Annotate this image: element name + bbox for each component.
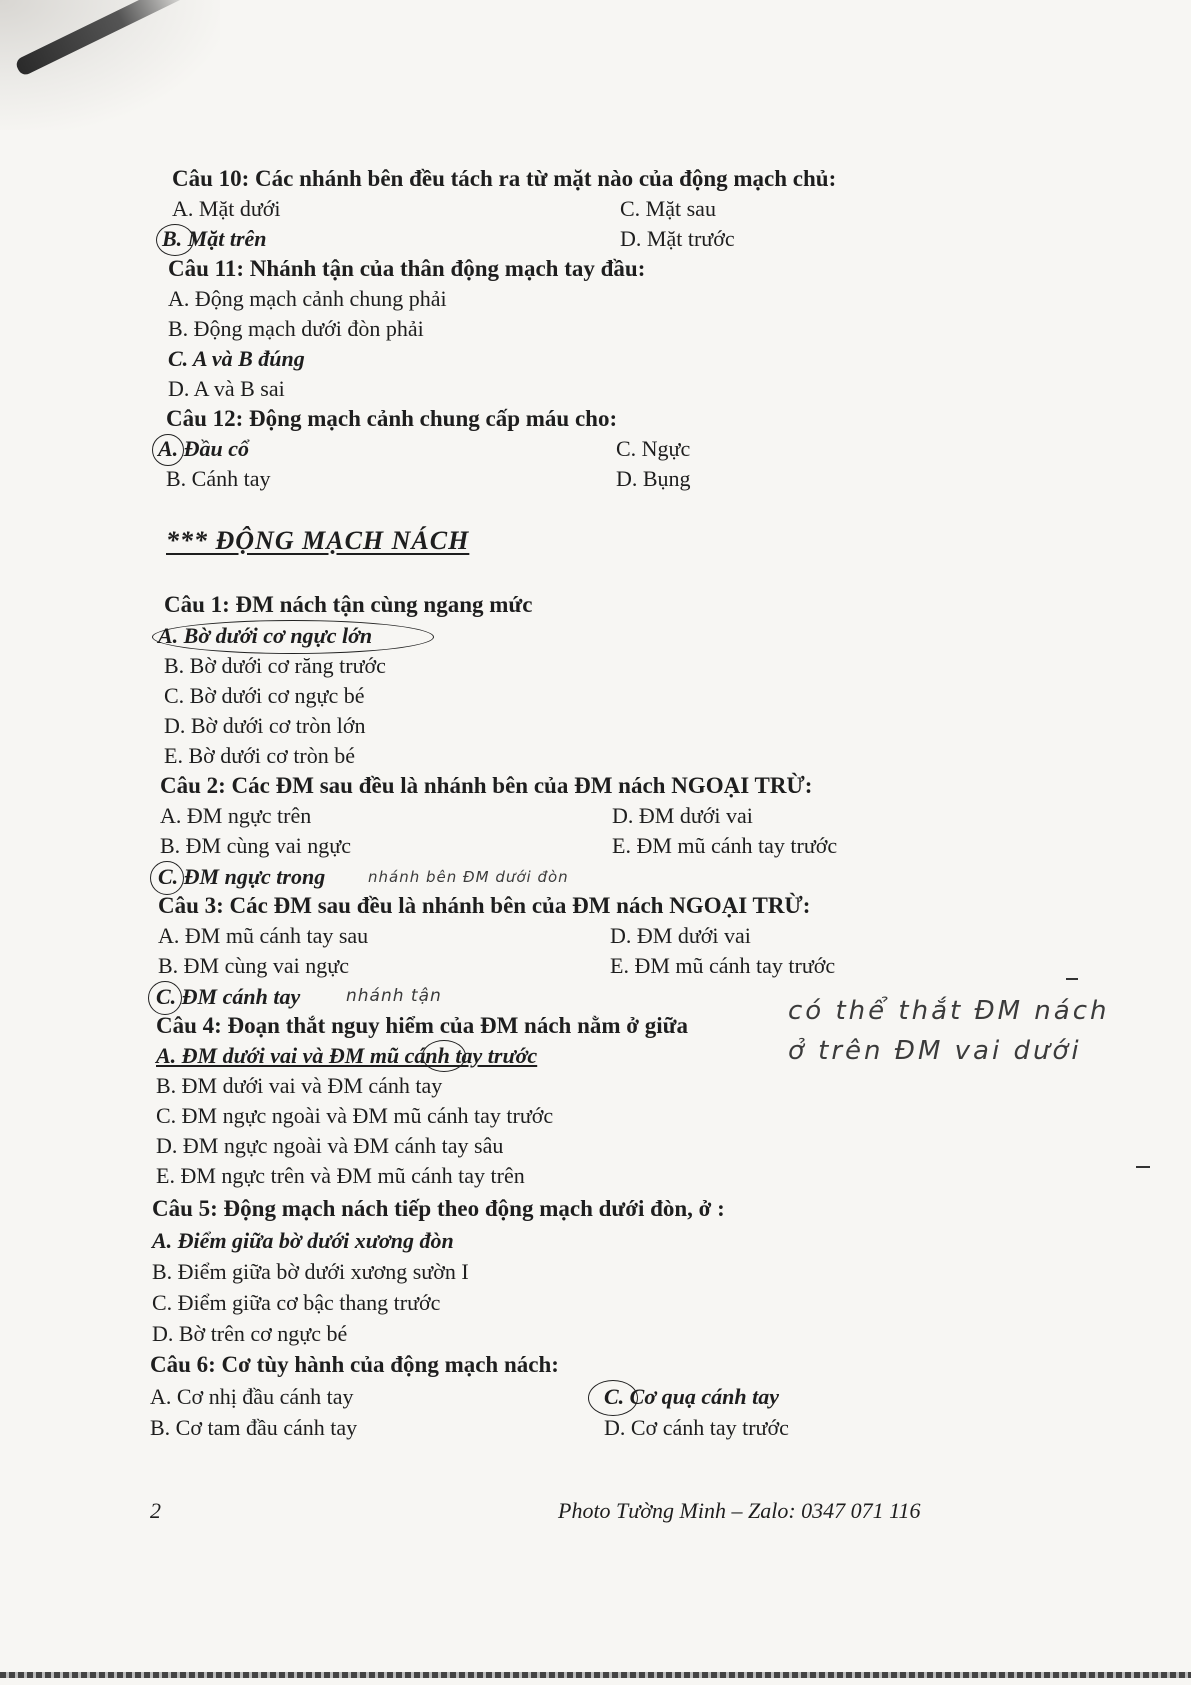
s2-option-c: C. ĐM ngực trong (158, 864, 326, 889)
s4-option-e: E. ĐM ngực trên và ĐM mũ cánh tay trên (156, 1163, 525, 1188)
s1-question-title: Câu 1: ĐM nách tận cùng ngang mức (164, 592, 533, 617)
q11-option-b: B. Động mạch dưới đòn phải (168, 316, 424, 341)
scan-bottom-edge (0, 1672, 1191, 1678)
s2-option-a: A. ĐM ngực trên (160, 803, 312, 828)
s5-option-c: C. Điểm giữa cơ bậc thang trước (152, 1290, 441, 1315)
section-title: *** ĐỘNG MẠCH NÁCH (166, 526, 470, 555)
s2-option-e: E. ĐM mũ cánh tay trước (612, 833, 838, 858)
s6-option-c: C. Cơ quạ cánh tay (604, 1384, 780, 1409)
q10-option-a: A. Mặt dưới (172, 196, 281, 221)
s3-option-e: E. ĐM mũ cánh tay trước (610, 953, 836, 978)
s3-option-a: A. ĐM mũ cánh tay sau (158, 923, 369, 948)
s4-question-title: Câu 4: Đoạn thắt nguy hiểm của ĐM nách nằm ở giữa (156, 1013, 688, 1038)
question-12-title: Câu 12: Động mạch cảnh chung cấp máu cho: (166, 406, 618, 431)
s4-option-d: D. ĐM ngực ngoài và ĐM cánh tay sâu (156, 1133, 504, 1158)
s6-question-title: Câu 6: Cơ tùy hành của động mạch nách: (150, 1352, 559, 1377)
s2-option-b: B. ĐM cùng vai ngực (160, 833, 351, 858)
s5-option-b: B. Điểm giữa bờ dưới xương sườn I (152, 1259, 469, 1284)
s4-option-a: A. ĐM dưới vai và ĐM mũ cánh tay trước (156, 1043, 538, 1068)
page-number: 2 (150, 1498, 161, 1523)
s3-question-title: Câu 3: Các ĐM sau đều là nhánh bên của ĐM nách NGOẠI TRỪ: (158, 893, 811, 918)
q12-option-a: A. Đầu cổ (158, 436, 250, 461)
s6-option-d: D. Cơ cánh tay trước (604, 1415, 789, 1440)
s2-option-d: D. ĐM dưới vai (612, 803, 753, 828)
s1-option-e: E. Bờ dưới cơ tròn bé (164, 743, 356, 768)
q11-option-c: C. A và B đúng (168, 346, 305, 371)
footer-credit: Photo Tường Minh – Zalo: 0347 071 116 (558, 1498, 921, 1523)
handwritten-note: ở trên ĐM vai dưới (788, 1036, 1082, 1066)
s2-question-title: Câu 2: Các ĐM sau đều là nhánh bên của ĐM nách NGOẠI TRỪ: (160, 773, 813, 798)
s5-question-title: Câu 5: Động mạch nách tiếp theo động mạch dưới đòn, ở : (152, 1196, 725, 1221)
stray-mark (1066, 978, 1078, 980)
s6-option-a: A. Cơ nhị đầu cánh tay (150, 1384, 354, 1409)
q10-option-c: C. Mặt sau (620, 196, 716, 221)
q10-option-d: D. Mặt trước (620, 226, 735, 251)
s6-option-b: B. Cơ tam đầu cánh tay (150, 1415, 358, 1440)
handwritten-note: có thể thắt ĐM nách (788, 996, 1110, 1026)
q12-option-b: B. Cánh tay (166, 466, 271, 491)
answer-circle-mark (422, 1040, 466, 1072)
question-11-title: Câu 11: Nhánh tận của thân động mạch tay đầu: (168, 256, 646, 281)
question-10-title: Câu 10: Các nhánh bên đều tách ra từ mặt nào của động mạch chủ: (172, 166, 837, 191)
s4-option-b: B. ĐM dưới vai và ĐM cánh tay (156, 1073, 443, 1098)
handwritten-note: nhánh bên ĐM dưới đòn (368, 868, 569, 886)
s1-option-c: C. Bờ dưới cơ ngực bé (164, 683, 365, 708)
s3-option-d: D. ĐM dưới vai (610, 923, 751, 948)
s1-option-a: A. Bờ dưới cơ ngực lớn (158, 623, 373, 648)
s4-option-c: C. ĐM ngực ngoài và ĐM mũ cánh tay trước (156, 1103, 554, 1128)
s5-option-d: D. Bờ trên cơ ngực bé (152, 1321, 348, 1346)
q12-option-d: D. Bụng (616, 466, 691, 491)
s1-option-b: B. Bờ dưới cơ răng trước (164, 653, 386, 678)
s3-option-b: B. ĐM cùng vai ngực (158, 953, 349, 978)
s5-option-a: A. Điểm giữa bờ dưới xương đòn (152, 1228, 454, 1253)
q11-option-a: A. Động mạch cảnh chung phải (168, 286, 447, 311)
handwritten-note: nhánh tận (346, 986, 442, 1006)
q12-option-c: C. Ngực (616, 436, 691, 461)
s1-option-d: D. Bờ dưới cơ tròn lớn (164, 713, 366, 738)
q10-option-b: B. Mặt trên (162, 226, 267, 251)
s3-option-c: C. ĐM cánh tay (156, 984, 301, 1009)
stray-mark (1136, 1166, 1150, 1168)
q11-option-d: D. A và B sai (168, 376, 285, 401)
